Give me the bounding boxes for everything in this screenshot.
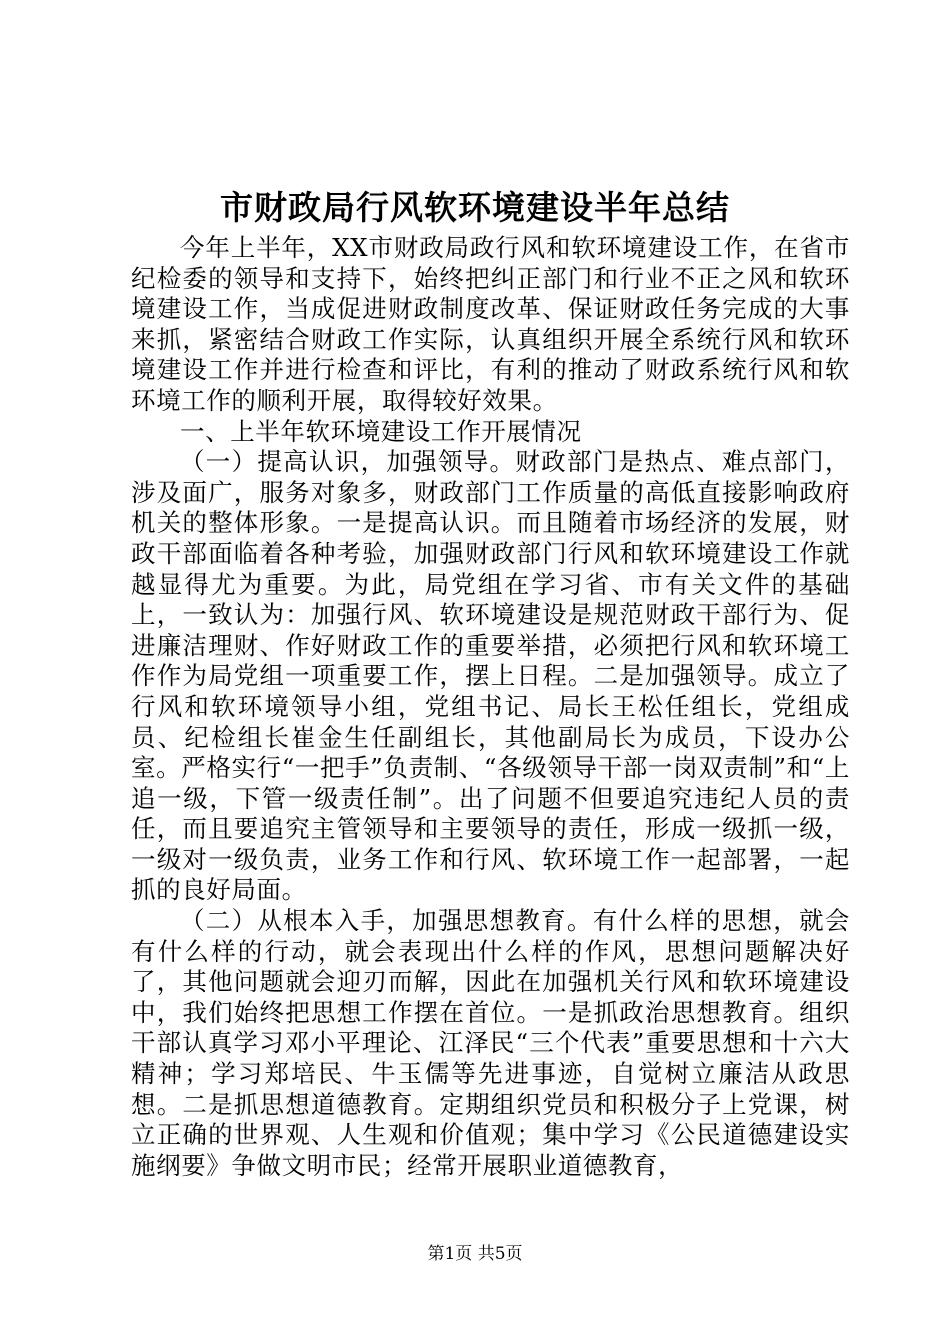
section-heading: 一、上半年软环境建设工作开展情况 [180, 416, 582, 446]
document-body [131, 233, 850, 1181]
subsection-1-paragraph: （一）提高认识，加强领导。财政部门是热点、难点部门，涉及面广，服务对象多，财政部门工作质量的高低直接影响政府机关的整体形象。一是提高认识。而且随着市场经济的发展，财政干部面临着各种考验，加强财政部门行风和软环境建设工作就越显得尤为重要。为此，局党组在学习省、市有关文件的基础上，一致认为：加强行风、软环境建设是规范财政干部行为、促进廉洁理财、作好财政工作的重要举措，必须把行风和软环境工作作为局党组一项重要工作，摆上日程。二是加强领导。成立了行风和软环境领导小组，党组书记、局长王松任组长，党组成员、纪检组长崔金生任副组长，其他副局长为成员，下设办公室。严格实行“一把手”负责制、“各级领导干部一岗双责制”和“上追一级，下管一级责任制”。出了问题不但要追究违纪人员的责任，而且要追究主管领导和主要领导的责任，形成一级抓一级，一级对一级负责，业务工作和行风、软环境工作一起部署，一起抓的良好局面。 [131, 447, 850, 905]
intro-paragraph: 今年上半年，XX市财政局政行风和软环境建设工作，在省市纪检委的领导和支持下，始终把纠正部门和行业不正之风和软环境建设工作，当成促进财政制度改革、保证财政任务完成的大事来抓，紧密结合财政工作实际，认真组织开展全系统行风和软环境建设工作并进行检查和评比，有利的推动了财政系统行风和软环境工作的顺利开展，取得较好效果。 [131, 233, 850, 415]
document-title: 市财政局行风软环境建设半年总结 [220, 188, 730, 227]
subsection-2-paragraph: （二）从根本入手，加强思想教育。有什么样的思想，就会有什么样的行动，就会表现出什么样的作风，思想问题解决好了，其他问题就会迎刃而解，因此在加强机关行风和软环境建设中，我们始终把思想工作摆在首位。一是抓政治思想教育。组织干部认真学习邓小平理论、江泽民“三个代表”重要思想和十六大精神；学习郑培民、牛玉儒等先进事迹，自觉树立廉洁从政思想。二是抓思想道德教育。定期组织党员和积极分子上党课，树立正确的世界观、人生观和价值观；集中学习《公民道德建设实施纲要》争做文明市民；经常开展职业道德教育， [131, 906, 850, 1180]
page-footer: 第1页 共5页 [427, 1244, 523, 1264]
